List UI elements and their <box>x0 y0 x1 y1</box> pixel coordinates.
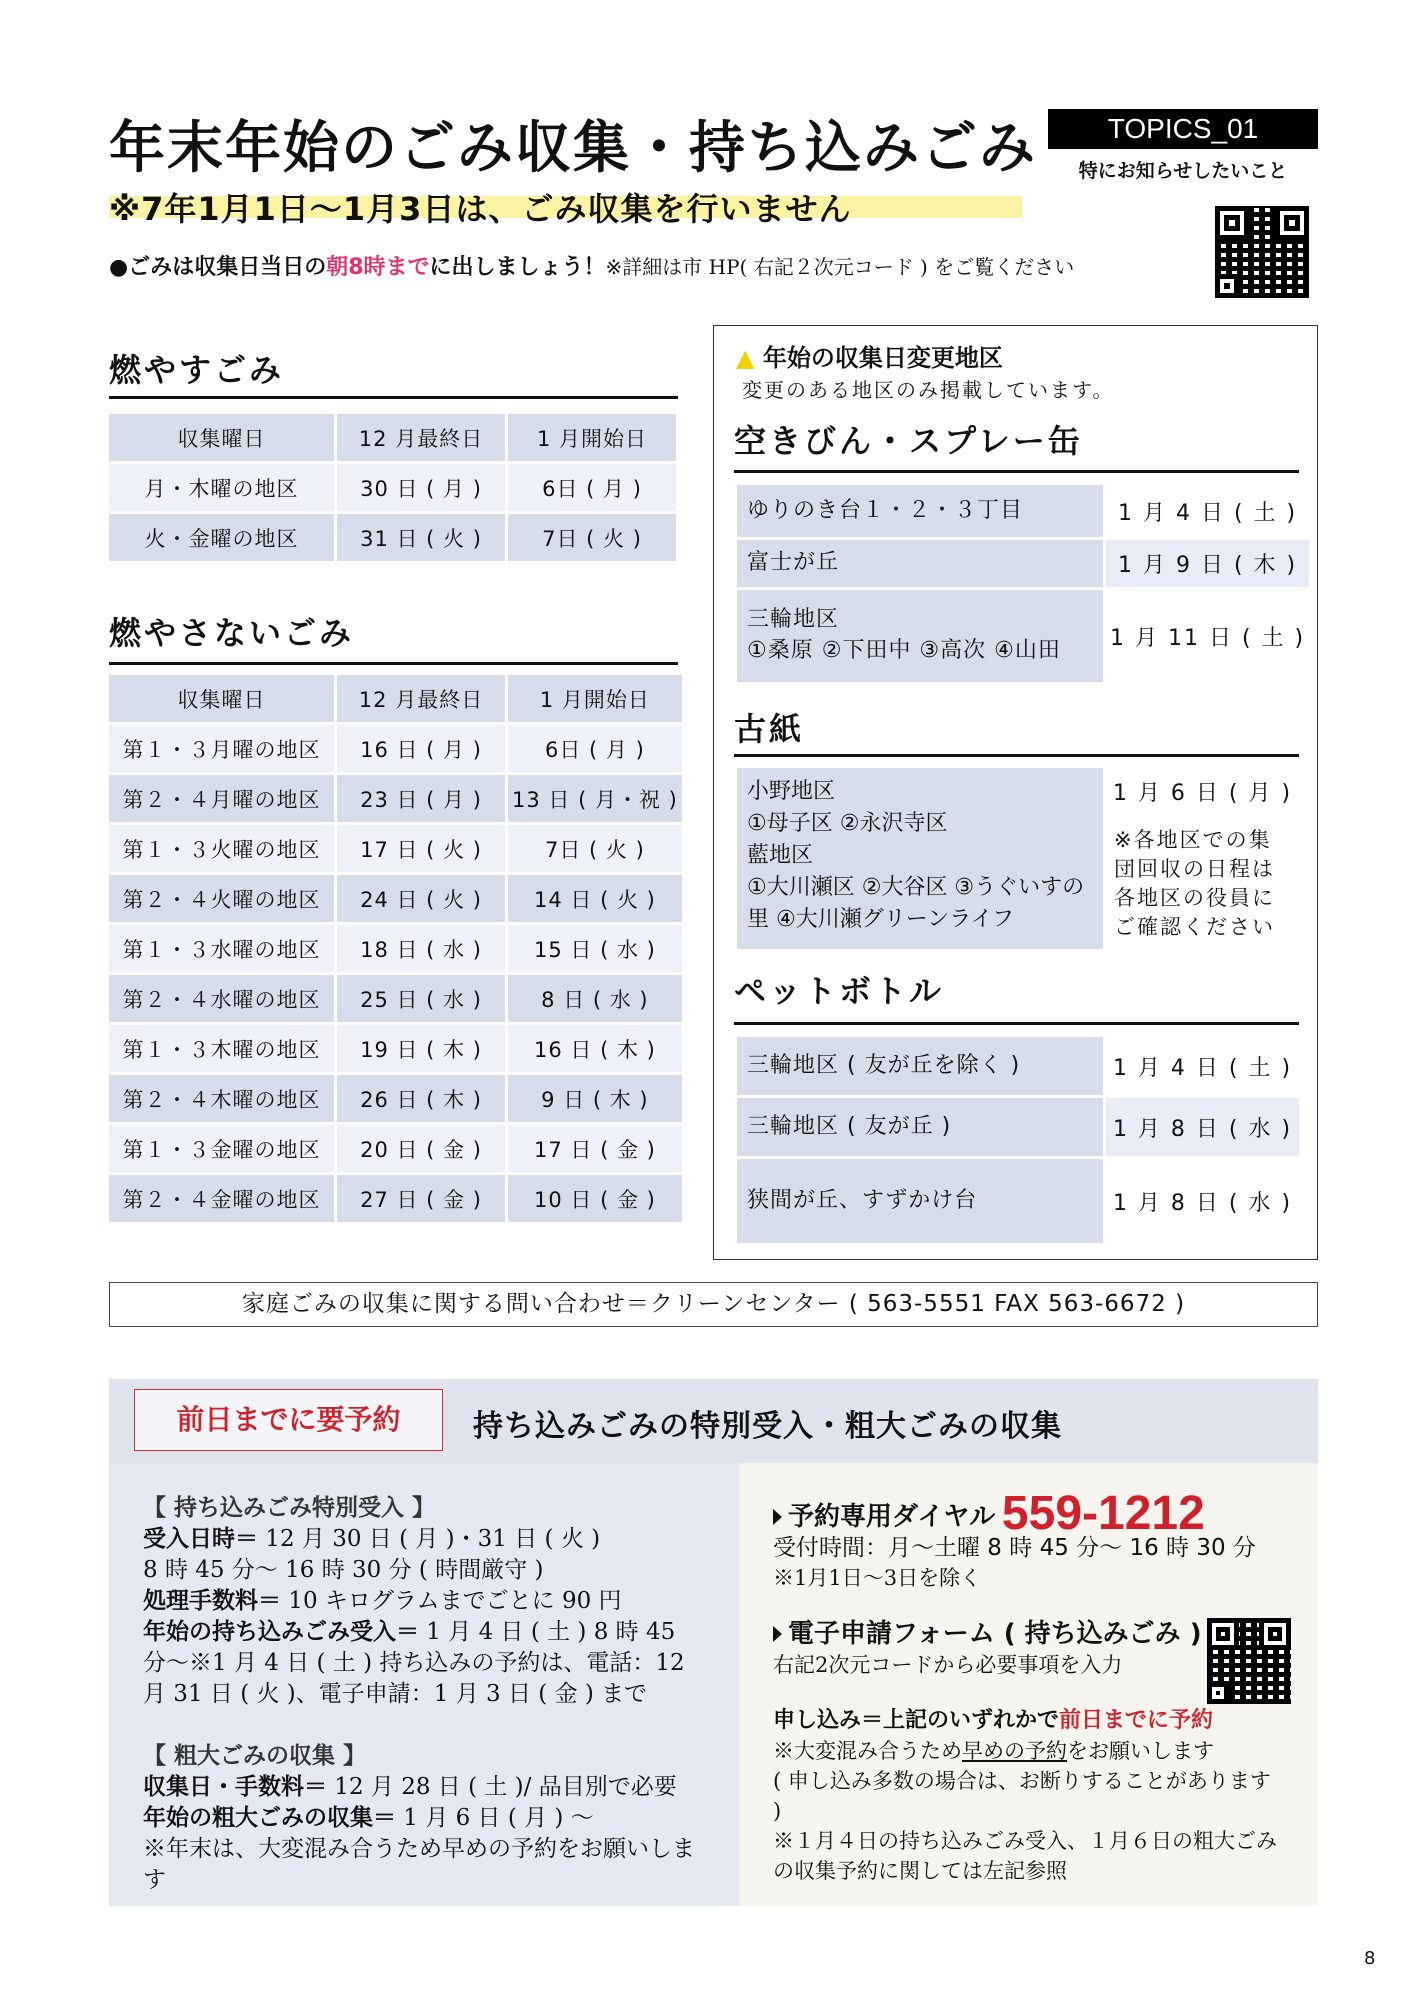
paper-areas: 小野地区 ①母子区 ②永沢寺区 藍地区 ①大川瀬区 ②大谷区 ③うぐいすの里 ④大川瀬グリーンライフ <box>737 768 1103 949</box>
column-header: 1 月開始日 <box>508 414 676 461</box>
apply-pre: 申し込み＝上記のいずれかで <box>773 1708 1060 1733</box>
column-header: 12 月最終日 <box>337 414 505 461</box>
table-header <box>109 675 682 722</box>
table-cell: 14 日 ( 火 ) <box>508 875 682 922</box>
table-row <box>109 1025 682 1072</box>
divider <box>109 662 678 665</box>
dial-label: 予約専用ダイヤル <box>788 1502 996 1532</box>
notice-pre: ●ごみは収集日当日の <box>109 255 327 280</box>
column-header: 収集曜日 <box>109 414 334 461</box>
bulky-date-fee <box>143 1772 705 1803</box>
column-header: 収集曜日 <box>109 675 334 722</box>
note-early <box>773 1736 1284 1766</box>
dropoff-heading: 【 持ち込みごみ特別受入 】 <box>143 1495 436 1521</box>
paper-date: 1 月 6 日 ( 月 ) <box>1112 781 1293 806</box>
table-header <box>109 414 676 461</box>
collection-time-notice <box>109 250 1074 281</box>
divider <box>734 470 1299 473</box>
bottles-table <box>734 482 1312 685</box>
table-row <box>109 725 682 772</box>
text: ※大変混み合うため <box>773 1739 962 1763</box>
divider <box>109 396 678 399</box>
area-cell: 三輪地区 ( 友が丘 ) <box>737 1098 1103 1156</box>
table-cell: 第１・３木曜の地区 <box>109 1025 334 1072</box>
triangle-bullet-icon <box>773 1509 782 1525</box>
table-cell: 26 日 ( 木 ) <box>337 1075 505 1122</box>
notice-detail: ※詳細は市 HP( 右記２次元コード ) をご覧ください <box>605 255 1075 279</box>
table-cell: 17 日 ( 金 ) <box>508 1125 682 1172</box>
table-cell: 18 日 ( 水 ) <box>337 925 505 972</box>
table-row <box>109 925 682 972</box>
table-cell: 31 日 ( 火 ) <box>337 514 505 561</box>
date-cell: 1 月 4 日 ( 土 ) <box>1118 500 1298 526</box>
label: 収集日・手数料＝ <box>143 1774 327 1800</box>
phone-number-link[interactable]: 559-1212 <box>1001 1487 1205 1540</box>
paper-heading: 古紙 <box>734 710 805 748</box>
table-cell: 7日 ( 火 ) <box>508 825 682 872</box>
warning-icon: ▲ <box>736 344 755 372</box>
notice-time: 朝8時まで <box>326 255 430 280</box>
table-cell: 27 日 ( 金 ) <box>337 1175 505 1222</box>
label: 年始の持ち込みごみ受入＝ <box>143 1619 419 1645</box>
area-cell: 富士が丘 <box>737 540 1103 587</box>
table-cell: 16 日 ( 月 ) <box>337 725 505 772</box>
table-cell: 6日 ( 月 ) <box>508 725 682 772</box>
table-cell: 16 日 ( 木 ) <box>508 1025 682 1072</box>
table-cell: 第２・４金曜の地区 <box>109 1175 334 1222</box>
table-row <box>737 590 1309 682</box>
table-cell: 第２・４火曜の地区 <box>109 875 334 922</box>
table-cell: 10 日 ( 金 ) <box>508 1175 682 1222</box>
pet-heading: ペットボトル <box>734 972 945 1010</box>
value: 1 月 4 日 ( 土 ) 8 時 45 分〜※1 月 4 日 ( 土 ) 持ち込みの予約は、電話：12 月 31 日 ( 火 )、電子申請：1 月 3 日 ( 金 ) まで <box>143 1619 685 1707</box>
table-row <box>109 1175 682 1222</box>
area-cell: 三輪地区 ( 友が丘を除く ) <box>737 1037 1103 1095</box>
table-cell: 15 日 ( 水 ) <box>508 925 682 972</box>
reservation-required-badge: 前日までに要予約 <box>134 1389 443 1451</box>
table-cell: 7日 ( 火 ) <box>508 514 676 561</box>
value: 10 キログラムまでごとに 90 円 <box>281 1588 622 1614</box>
form-label[interactable]: 電子申請フォーム ( 持ち込みごみ ) <box>788 1619 1202 1649</box>
nonburnable-table <box>106 672 685 1225</box>
apply-line <box>773 1706 1284 1736</box>
note-refusal: ( 申し込み多数の場合は、お断りすることがあります ) <box>773 1769 1271 1823</box>
table-cell: 火・金曜の地区 <box>109 514 334 561</box>
special-title: 持ち込みごみの特別受入・粗大ごみの収集 <box>473 1409 1062 1444</box>
table-cell: 月・木曜の地区 <box>109 464 334 511</box>
table-row <box>109 1075 682 1122</box>
table-row <box>109 975 682 1022</box>
table-cell: 19 日 ( 木 ) <box>337 1025 505 1072</box>
table-cell: 第１・３水曜の地区 <box>109 925 334 972</box>
qr-code-city-hp[interactable] <box>1215 206 1309 298</box>
notice-post: に出しましょう！ <box>429 255 606 280</box>
paper-note: ※各地区での集団回収の日程は各地区の役員にご確認ください <box>1114 828 1275 939</box>
table-row <box>109 464 676 511</box>
dropoff-dates <box>143 1524 705 1555</box>
table-row <box>109 1125 682 1172</box>
changes-title: 年始の収集日変更地区 <box>762 344 1003 372</box>
topics-badge: TOPICS_01 <box>1048 109 1318 149</box>
bottles-heading: 空きびん・スプレー缶 <box>734 422 1083 460</box>
newyear-dropoff <box>143 1617 705 1710</box>
table-row <box>737 540 1309 587</box>
dropoff-fee <box>143 1586 705 1617</box>
label: 年始の粗大ごみの収集＝ <box>143 1805 396 1831</box>
table-row <box>737 485 1309 537</box>
area-cell: 狭間が丘、すずかけ台 <box>737 1159 1103 1243</box>
date-cell: 1 月 9 日 ( 木 ) <box>1106 540 1309 587</box>
text: 早めの予約 <box>962 1739 1067 1763</box>
triangle-bullet-icon <box>773 1626 782 1642</box>
table-cell: 24 日 ( 火 ) <box>337 875 505 922</box>
table-cell: 9 日 ( 木 ) <box>508 1075 682 1122</box>
table-cell: 第１・３火曜の地区 <box>109 825 334 872</box>
no-collection-notice: ※7年1月1日〜1月3日は、ごみ収集を行いません <box>109 190 852 228</box>
date-cell: 1 月 8 日 ( 水 ) <box>1106 1098 1299 1156</box>
table-cell: 第２・４木曜の地区 <box>109 1075 334 1122</box>
table-row <box>737 1159 1299 1243</box>
apply-deadline: 前日までに予約 <box>1059 1708 1214 1733</box>
divider <box>734 754 1299 757</box>
table-cell: 20 日 ( 金 ) <box>337 1125 505 1172</box>
table-cell: 17 日 ( 火 ) <box>337 825 505 872</box>
area-cell: ゆりのき台１・２・３丁目 <box>737 485 1103 537</box>
schedule-changes-box <box>713 325 1318 1260</box>
bulky-note: ※年末は、大変混み合うため早めの予約をお願いします <box>143 1836 695 1893</box>
form-note: 右記2次元コードから必要事項を入力 <box>773 1653 1123 1677</box>
label: 受入日時＝ <box>143 1526 258 1552</box>
bulky-heading: 【 粗大ごみの収集 】 <box>143 1743 367 1769</box>
newyear-bulky <box>143 1803 705 1834</box>
table-cell: 8 日 ( 水 ) <box>508 975 682 1022</box>
nonburnable-heading: 燃やさないごみ <box>109 614 355 652</box>
table-cell: 第２・４月曜の地区 <box>109 775 334 822</box>
table-cell: 13 日 ( 月・祝 ) <box>508 775 682 822</box>
reception-hours: 受付時間：月〜土曜 8 時 45 分〜 16 時 30 分 <box>773 1535 1256 1561</box>
table-cell: 30 日 ( 月 ) <box>337 464 505 511</box>
table-cell: 第１・３月曜の地区 <box>109 725 334 772</box>
table-row <box>109 875 682 922</box>
label: 処理手数料＝ <box>143 1588 281 1614</box>
value: 12 月 28 日 ( 土 )/ 品目別で必要 <box>327 1774 677 1800</box>
contact-info: 家庭ごみの収集に関する問い合わせ＝クリーンセンター ( 563-5551 FAX 563-6672 ) <box>109 1282 1318 1327</box>
table-row <box>109 514 676 561</box>
changes-subtitle: 変更のある地区のみ掲載しています。 <box>742 378 1115 402</box>
date-cell: 1 月 4 日 ( 土 ) <box>1112 1055 1293 1081</box>
left-info-panel <box>109 1463 739 1906</box>
column-header: 1 月開始日 <box>508 675 682 722</box>
value: 12 月 30 日 ( 月 )・31 日 ( 火 ) <box>258 1526 601 1552</box>
page-title: 年末年始のごみ収集・持ち込みごみ <box>109 116 1037 181</box>
table-row <box>737 1098 1299 1156</box>
note-reference: ※１月４日の持ち込みごみ受入、１月６日の粗大ごみの収集予約に関しては左記参照 <box>773 1829 1277 1883</box>
table-cell: 6日 ( 月 ) <box>508 464 676 511</box>
date-cell: 1 月 8 日 ( 水 ) <box>1112 1190 1293 1216</box>
pet-table <box>734 1034 1302 1246</box>
table-cell: 第２・４水曜の地区 <box>109 975 334 1022</box>
changes-title-row <box>736 338 1003 373</box>
burnable-heading: 燃やすごみ <box>109 351 285 389</box>
topics-subtitle: 特にお知らせしたいこと <box>1078 160 1288 182</box>
area-cell: 三輪地区 ①桑原 ②下田中 ③高次 ④山田 <box>737 590 1103 682</box>
table-row <box>737 1037 1299 1095</box>
table-row <box>109 825 682 872</box>
value: 1 月 6 日 ( 月 ) 〜 <box>396 1805 594 1831</box>
page-number: 8 <box>1364 1948 1376 1969</box>
text: をお願いします <box>1067 1739 1214 1763</box>
table-cell: 23 日 ( 月 ) <box>337 775 505 822</box>
table-cell: 第１・３金曜の地区 <box>109 1125 334 1172</box>
table-cell: 25 日 ( 水 ) <box>337 975 505 1022</box>
dropoff-hours: 8 時 45 分〜 16 時 30 分 ( 時間厳守 ) <box>143 1557 544 1583</box>
hours-note: ※1月1日〜3日を除く <box>773 1566 982 1590</box>
column-header: 12 月最終日 <box>337 675 505 722</box>
date-cell: 1 月 11 日 ( 土 ) <box>1110 625 1306 651</box>
divider <box>734 1022 1299 1025</box>
burnable-table <box>106 411 679 564</box>
qr-code-e-application[interactable] <box>1207 1618 1291 1704</box>
reservation-dial <box>773 1487 1284 1540</box>
table-row <box>109 775 682 822</box>
